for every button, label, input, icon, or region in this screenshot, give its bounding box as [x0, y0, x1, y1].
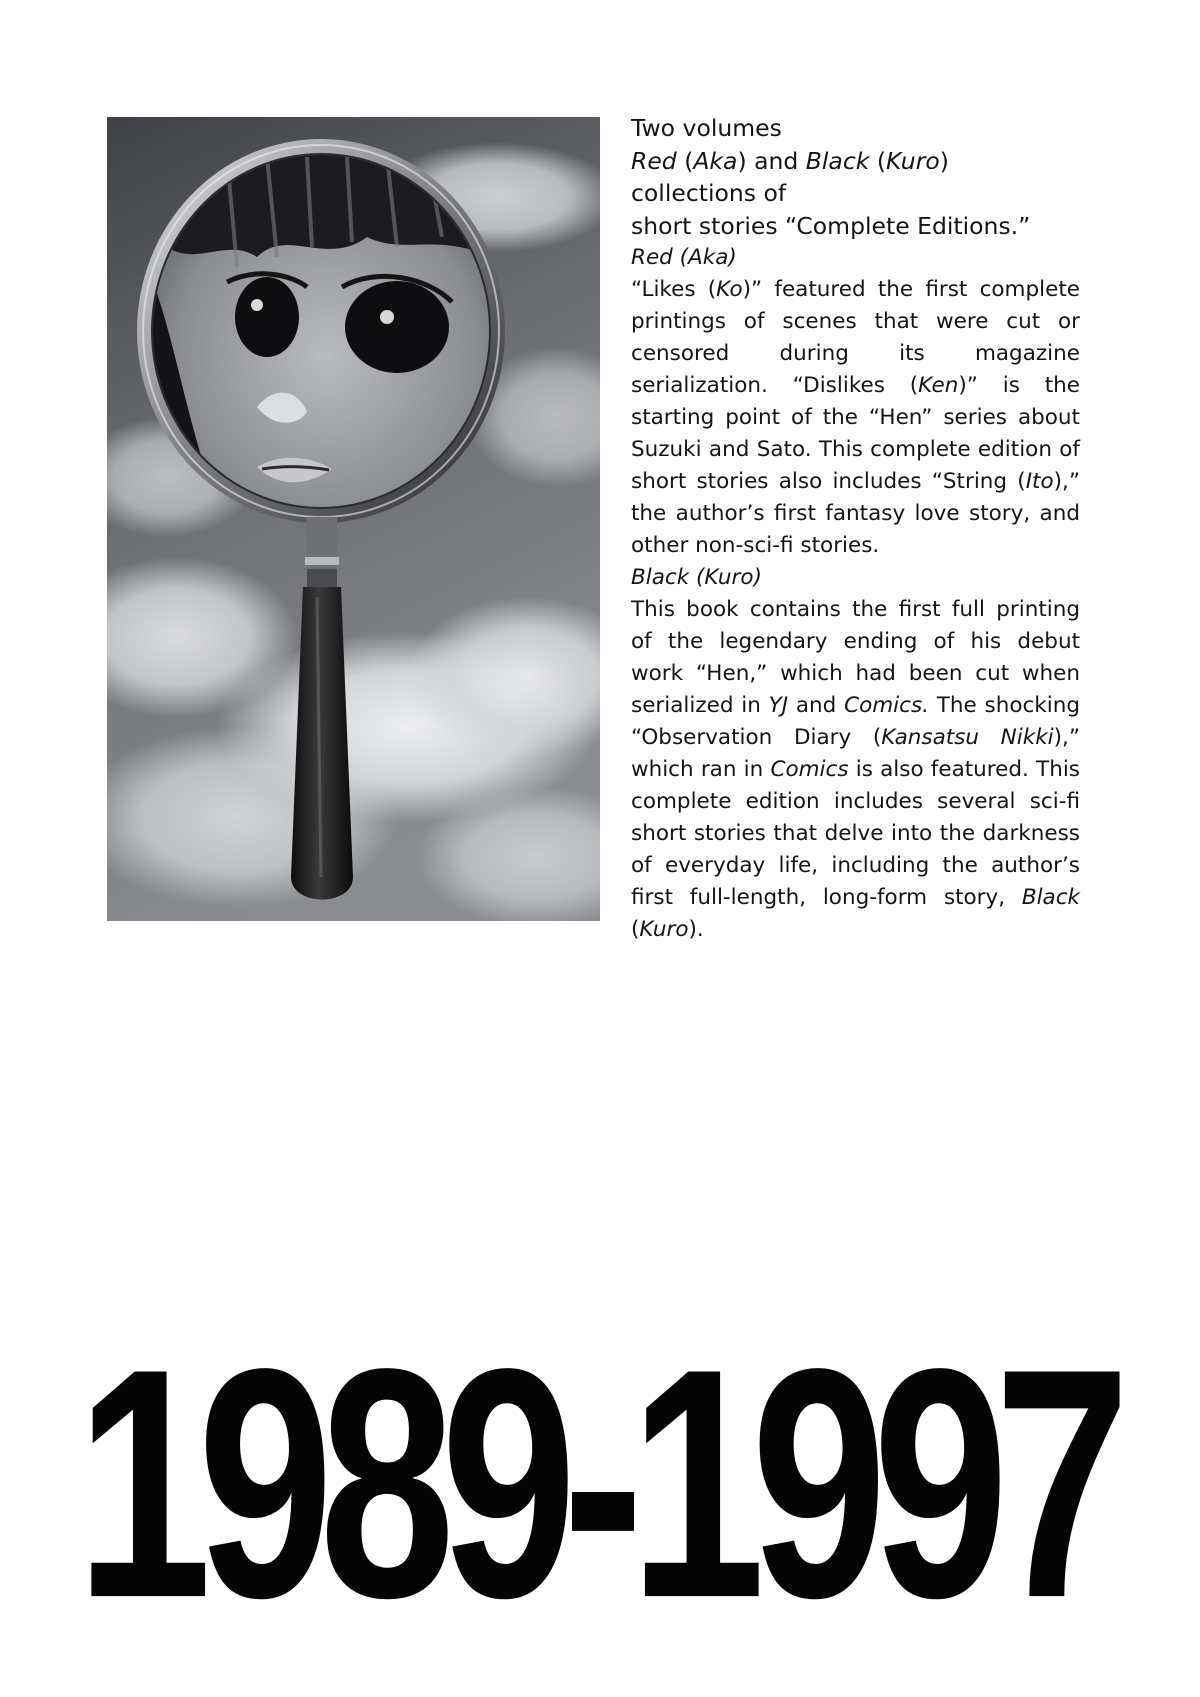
italic-text-run: Kuro: [639, 917, 689, 942]
text-run: is also featured. This complete edition includes several sci-fi short stories that delve into the darkness of everyday life, including the author’s first full-length, long-form story,: [631, 757, 1081, 910]
intro-paragraph: [631, 112, 1080, 242]
text-run: and: [788, 693, 845, 718]
years-heading: [76, 1300, 1116, 1666]
text-run: ),” the author’s first fantasy love story, and other non-sci-fi stories.: [631, 469, 1080, 558]
text-run: )” featured the first complete printings of scenes that were cut or censored during its magazine serialization. “Dislikes (: [631, 277, 1080, 398]
red-section-title: [631, 242, 1080, 274]
magnifying-glass-icon: [107, 117, 600, 921]
black-section: [631, 562, 1080, 946]
text-run: (: [631, 917, 640, 942]
black-section-body: [631, 594, 1080, 946]
text-run: (: [696, 565, 705, 590]
text-run: This book contains the first full printing of the legendary ending of his debut work “Hen,” which had been cut when serialized in: [631, 597, 1080, 718]
cover-illustration: [107, 117, 600, 921]
text-run: “Likes (: [631, 277, 717, 302]
text-run: ): [728, 245, 737, 270]
text-run: (: [869, 146, 887, 175]
italic-text-run: Black: [805, 146, 870, 175]
text-run: ).: [688, 917, 704, 942]
black-section-title: [631, 562, 1080, 594]
years-text: 1989-1997: [76, 1300, 1116, 1666]
text-run: (: [676, 146, 694, 175]
italic-text-run: Black: [1021, 885, 1080, 910]
text-run: The shocking “Observation Diary (: [631, 693, 1080, 750]
text-run: )” is the starting point of the “Hen” series about Suzuki and Sato. This complete edition of short stories also includes “String (: [631, 373, 1081, 494]
italic-text-run: Aka: [693, 146, 738, 175]
text-run: (: [679, 245, 689, 270]
text-run: ) and: [737, 146, 806, 175]
red-section-body: [631, 274, 1080, 562]
text-run: ) collections of: [631, 146, 949, 207]
italic-text-run: Comics: [770, 757, 849, 782]
red-section: [631, 242, 1080, 562]
italic-text-run: Black: [631, 565, 697, 590]
italic-text-run: Red: [631, 245, 680, 270]
italic-text-run: Aka: [688, 245, 729, 270]
italic-text-run: Kuro: [704, 565, 754, 590]
italic-text-run: Ken: [918, 373, 959, 398]
intro-line-1: Two volumes: [631, 114, 782, 142]
intro-line-2: [631, 145, 1080, 210]
italic-text-run: Kuro: [886, 146, 940, 175]
text-run: ),” which ran in: [631, 725, 1080, 782]
italic-text-run: Kansatsu Nikki: [881, 725, 1054, 750]
italic-text-run: Ko: [716, 277, 743, 302]
text-run: ): [753, 565, 762, 590]
italic-text-run: Comics.: [844, 693, 930, 718]
italic-text-run: Ito: [1025, 469, 1054, 494]
description-column: [631, 112, 1080, 946]
intro-line-3: short stories “Complete Editions.”: [631, 211, 1031, 240]
italic-text-run: YJ: [768, 693, 789, 718]
italic-text-run: Red: [631, 146, 677, 175]
